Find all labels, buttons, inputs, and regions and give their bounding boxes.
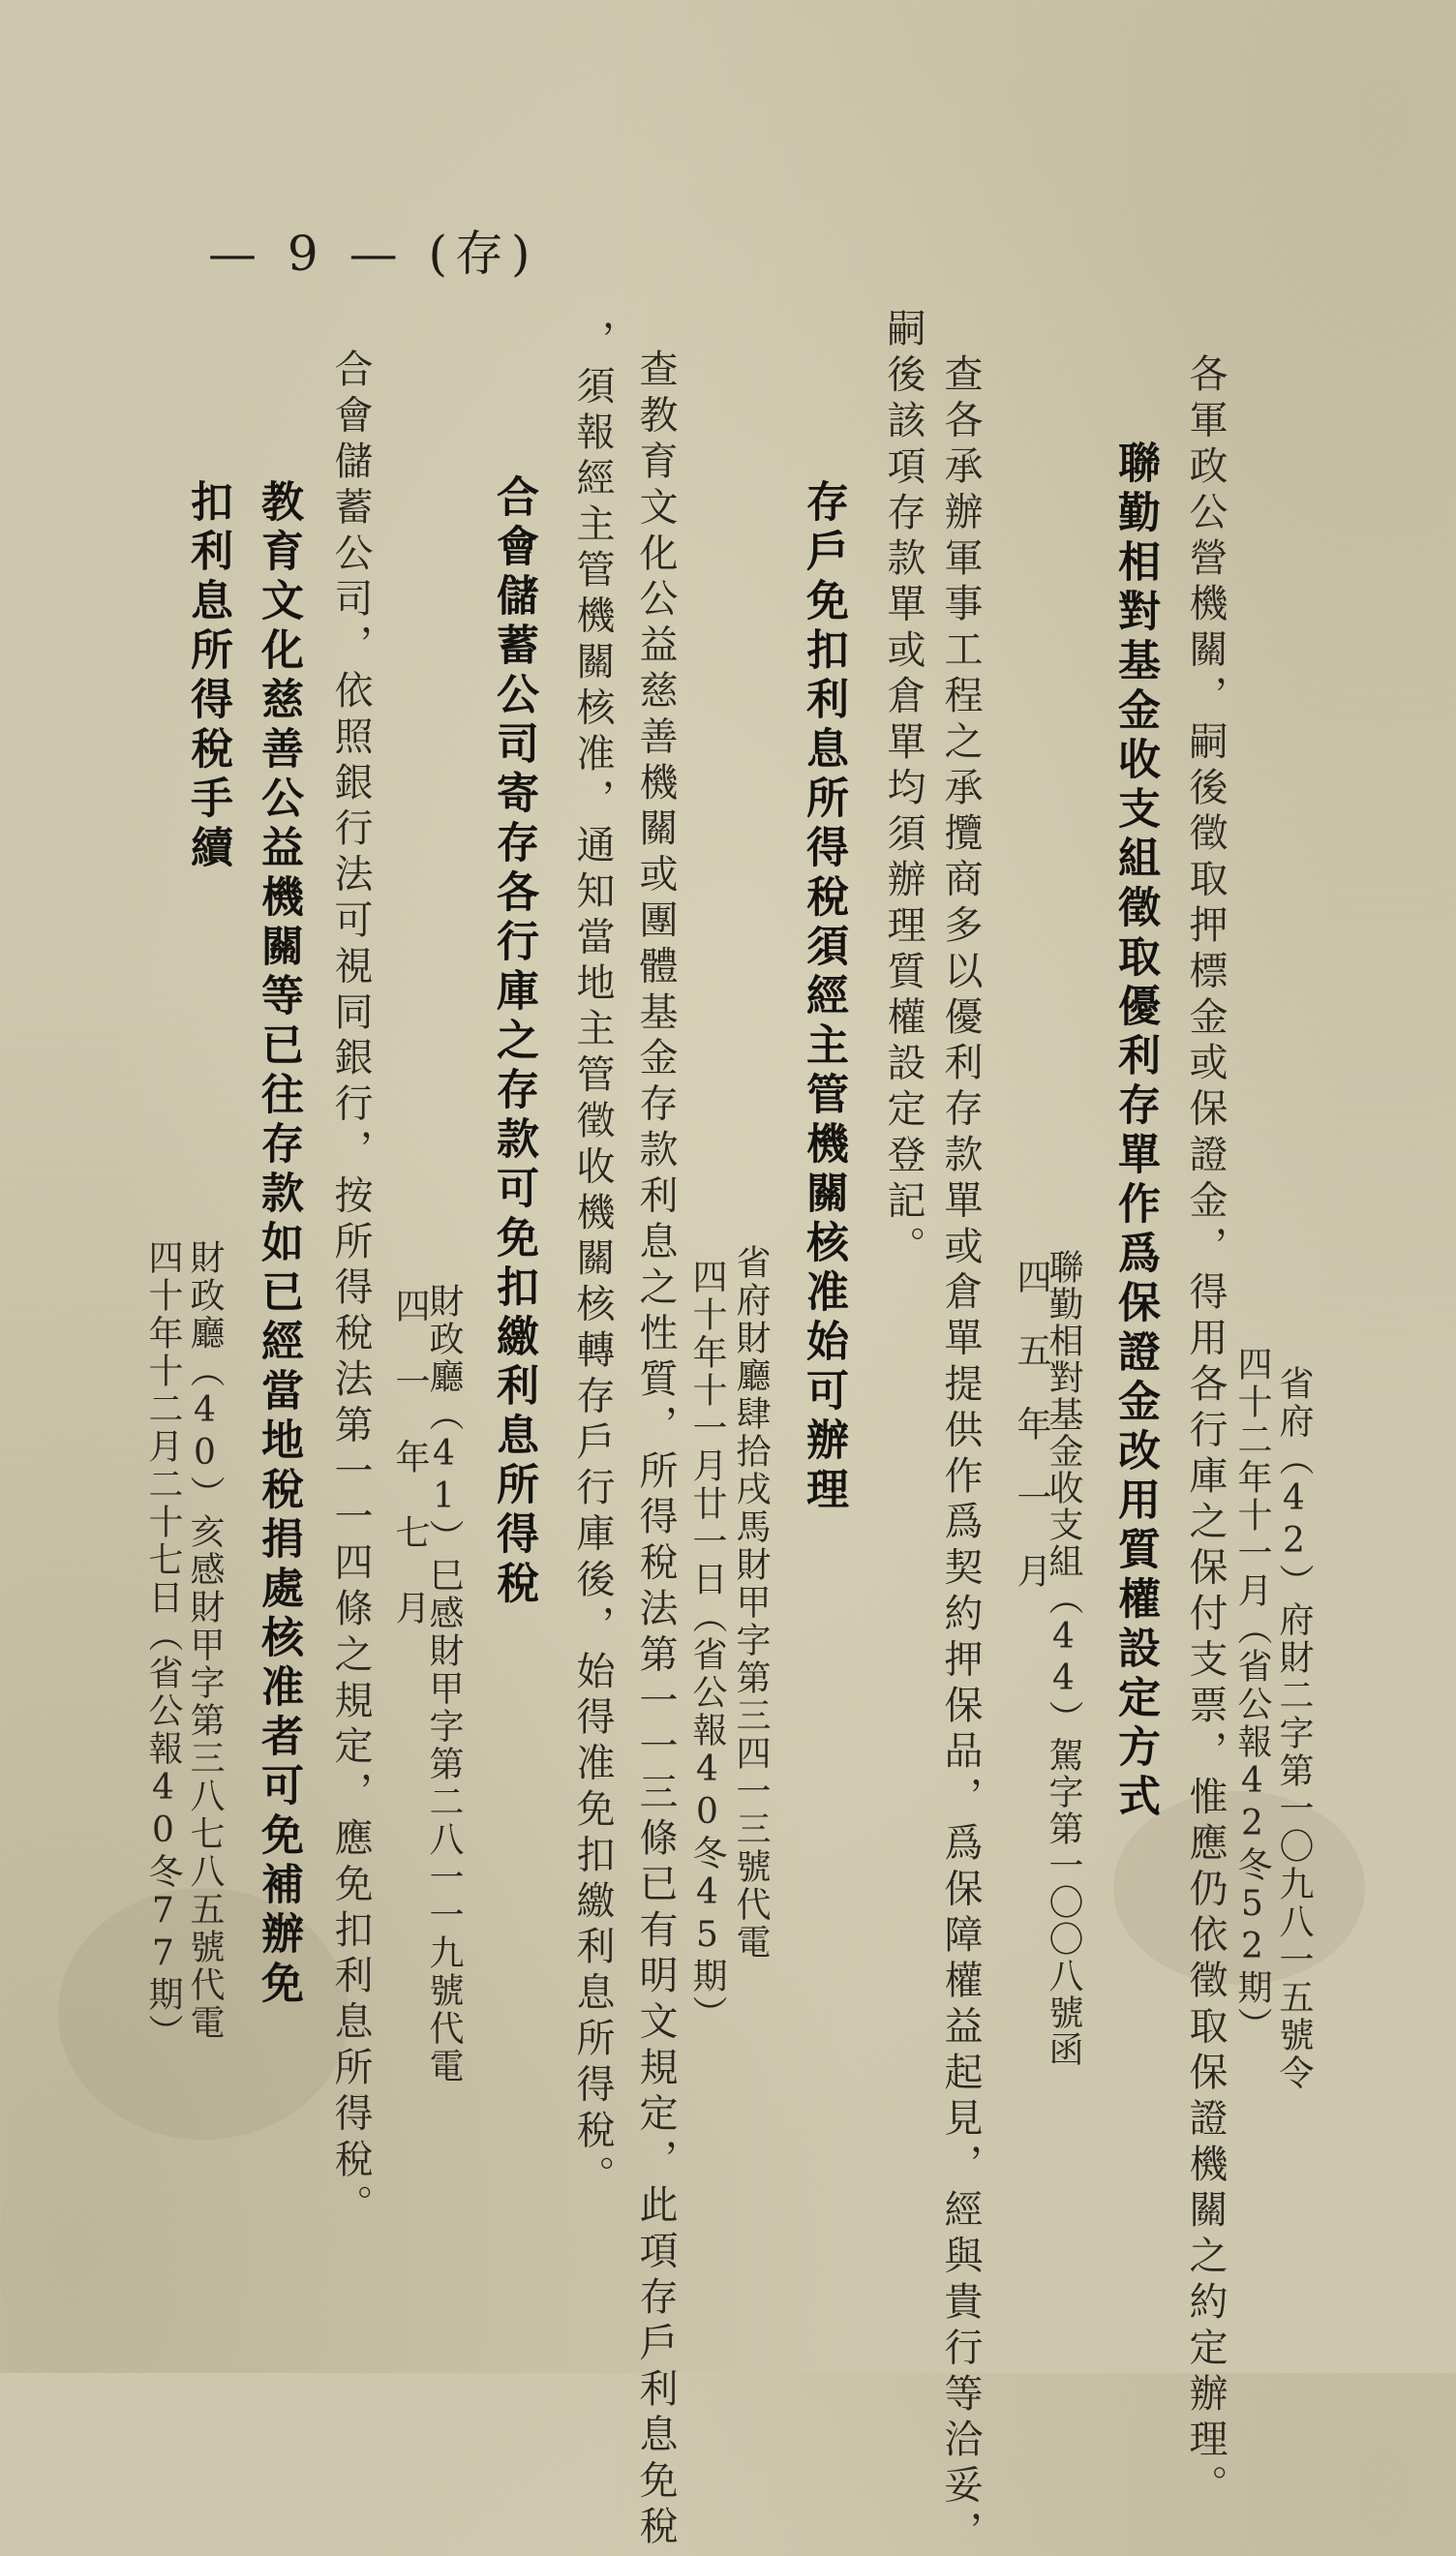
citation-source-column: 聯勤相對基金收支組（44）駕字第一〇〇八號函: [1044, 1249, 1083, 2068]
citation-date-column: 四 一 年 七 月: [390, 1288, 430, 1628]
body-text-column: ，須報經主管機關核准，通知當地主管徵收機關核轉存戶行庫後，始得准免扣繳利息所得稅。: [570, 320, 615, 2202]
section-heading: 合會儲蓄公司寄存各行庫之存款可免扣繳利息所得稅: [489, 474, 538, 1610]
body-text-column: 嗣後該項存款單或倉單均須辦理質權設定登記。: [881, 308, 925, 1272]
section-heading: 存戶免扣利息所得稅須經主管機關核准始可辦理: [799, 479, 848, 1516]
citation-source-column: 省府財廳肆拾戌馬財甲字第三四一三號代電: [731, 1244, 771, 1962]
citation-source-column: 省府（42）府財二字第一〇九八一五號令: [1274, 1365, 1314, 2092]
body-text-column: 查教育文化公益慈善機關或團體基金存款利息之性質，所得稅法第一一三條已有明文規定，此項存戶利息免稅: [633, 349, 678, 2552]
citation-date-column: 四十年十一月廿一日（省公報40冬45期）: [687, 1259, 727, 2033]
citation-date-column: 四十二年十一月（省公報42冬52期）: [1232, 1346, 1272, 2045]
section-heading-continuation: 扣利息所得稅手續: [183, 479, 232, 874]
section-heading: 聯勤相對基金收支組徵取優利存單作爲保證金改用質權設定方式: [1110, 441, 1160, 1823]
citation-date-column: 四十年十二月二十七日（省公報40冬77期）: [143, 1239, 183, 2052]
citation-source-column: 財政廳（40）亥感財甲字第三八七八五號代電: [185, 1239, 225, 2042]
body-text-column: 合會儲蓄公司，依照銀行法可視同銀行，按所得稅法第一一四條之規定，應免扣利息所得稅。: [328, 349, 373, 2231]
body-text-column: 查各承辦軍事工程之承攬商多以優利存款單或倉單提供作爲契約押保品，爲保障權益起見，經與貴行等洽妥，: [938, 353, 983, 2556]
page-number-header: — 9 — (存): [208, 226, 538, 282]
citation-source-column: 財政廳（41）巳感財甲字第二八一一九號代電: [424, 1283, 464, 2085]
section-heading: 教育文化慈善公益機關等已往存款如已經當地稅捐處核准者可免補辦免: [254, 479, 303, 2010]
citation-date-column: 四 五 年 一 月: [1012, 1259, 1051, 1590]
body-text-column: 各軍政公營機關，嗣後徵取押標金或保證金，得用各行庫之保付支票，惟應仍依徵取保證機關之約定辦理。: [1183, 353, 1228, 2510]
